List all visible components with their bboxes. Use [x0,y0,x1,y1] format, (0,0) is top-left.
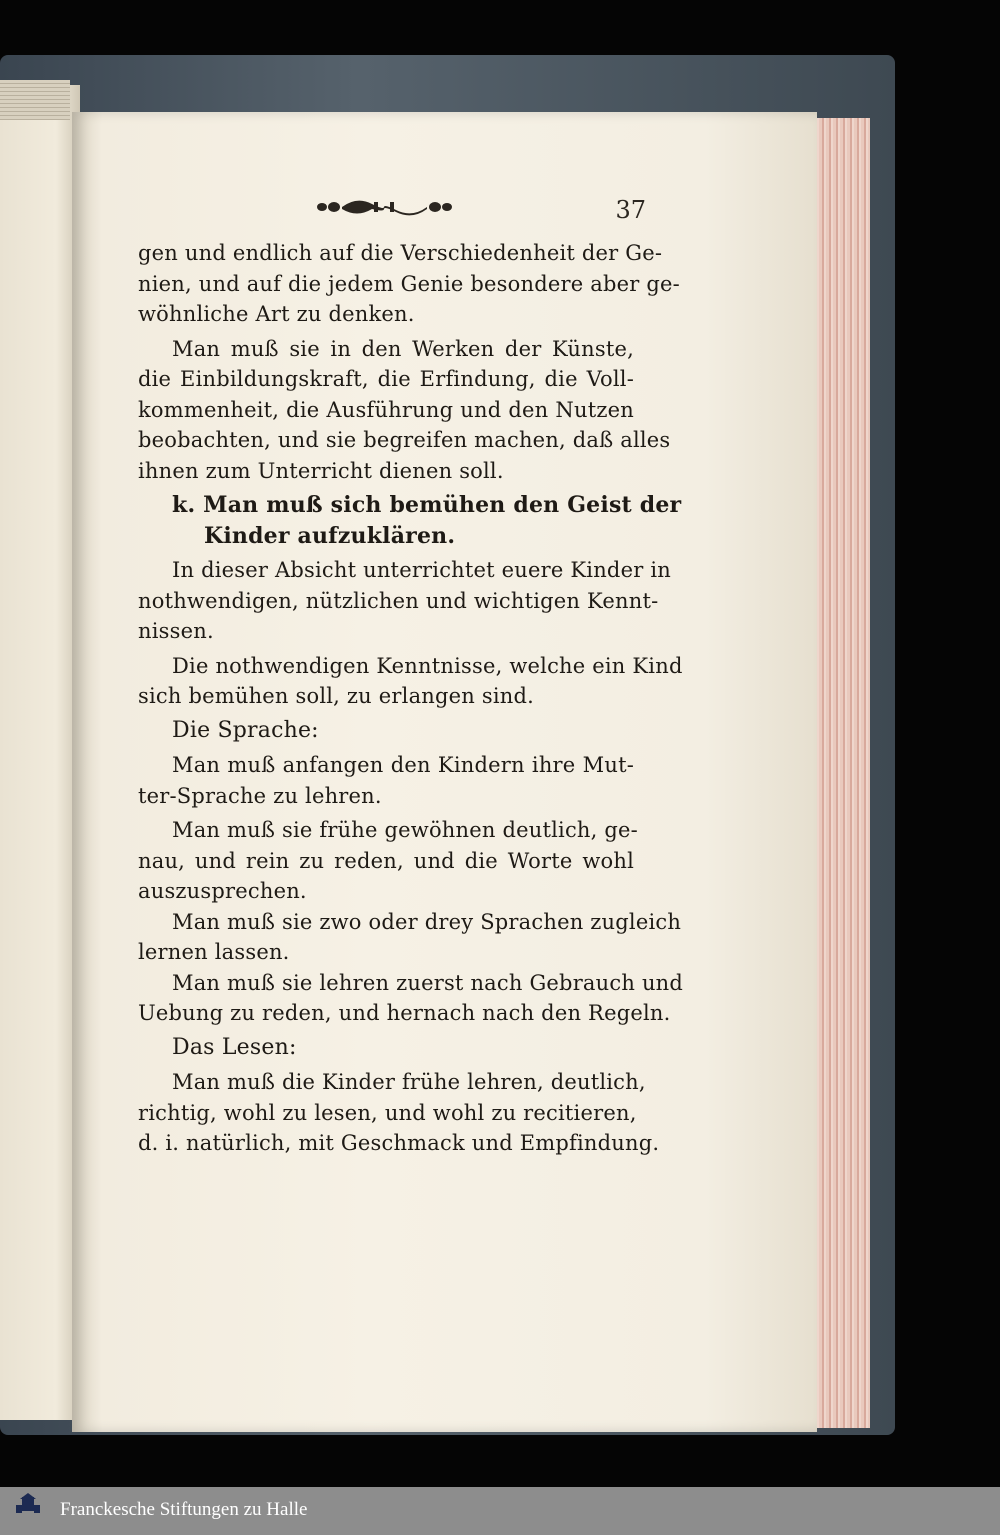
text-line: In dieser Absicht unterrichtet euere Kinder in [172,558,671,582]
text-line: Man muß sie zwo oder drey Sprachen zugleich [172,909,682,934]
text-line: Die nothwendigen Kenntnisse, welche ein Kind [172,653,683,678]
page-number: 37 [615,196,646,224]
text-line: die Einbildungskraft, die Erfindung, die Voll- [138,367,634,391]
text-line: kommenheit, die Ausführung und den Nutzen [138,397,634,422]
text-line: richtig, wohl zu lesen, und wohl zu recitieren, [138,1100,637,1125]
footer-label: Franckesche Stiftungen zu Halle [60,1499,308,1520]
header-ornament-icon [312,196,457,218]
franckesche-logo-icon [6,1493,50,1531]
footer-bar [0,1487,1000,1535]
text-line: Das Lesen: [172,1034,297,1060]
text-line: Kinder aufzuklären. [204,522,456,549]
text-line: ihnen zum Unterricht dienen soll. [138,458,504,483]
text-line: sich bemühen soll, zu erlangen sind. [138,684,535,708]
page-text [138,238,684,1159]
text-line: gen und endlich auf die Verschiedenheit der Ge- [138,241,663,265]
text-line: nau, und rein zu reden, und die Worte wohl [138,848,634,873]
left-page-edge [0,85,80,1420]
text-line: k. Man muß sich bemühen den Geist der [172,492,682,518]
text-line: nien, und auf die jedem Genie besondere aber ge- [138,271,680,296]
text-line: Uebung zu reden, und hernach nach den Regeln. [138,1001,671,1025]
text-line: nissen. [138,619,214,643]
text-line: Man muß sie frühe gewöhnen deutlich, ge- [172,818,638,842]
text-line: beobachten, und sie begreifen machen, daß alles [138,428,671,452]
text-line: Man muß die Kinder frühe lehren, deutlich, [172,1070,646,1094]
text-line: ter-Sprache zu lehren. [138,783,382,808]
text-line: Man muß sie in den Werken der Künste, [172,336,634,361]
text-line: wöhnliche Art zu denken. [138,302,415,326]
left-page-stack [0,80,70,120]
page-fore-edge [812,118,870,1428]
text-line: lernen lassen. [138,940,290,964]
text-line: Man muß anfangen den Kindern ihre Mut- [172,753,634,777]
text-line: d. i. natürlich, mit Geschmack und Empfindung. [138,1131,660,1155]
text-line: auszusprechen. [138,879,307,903]
text-line: Man muß sie lehren zuerst nach Gebrauch und [172,970,684,995]
text-line: Die Sprache: [172,717,319,743]
text-line: nothwendigen, nützlichen und wichtigen Kennt- [138,588,659,613]
